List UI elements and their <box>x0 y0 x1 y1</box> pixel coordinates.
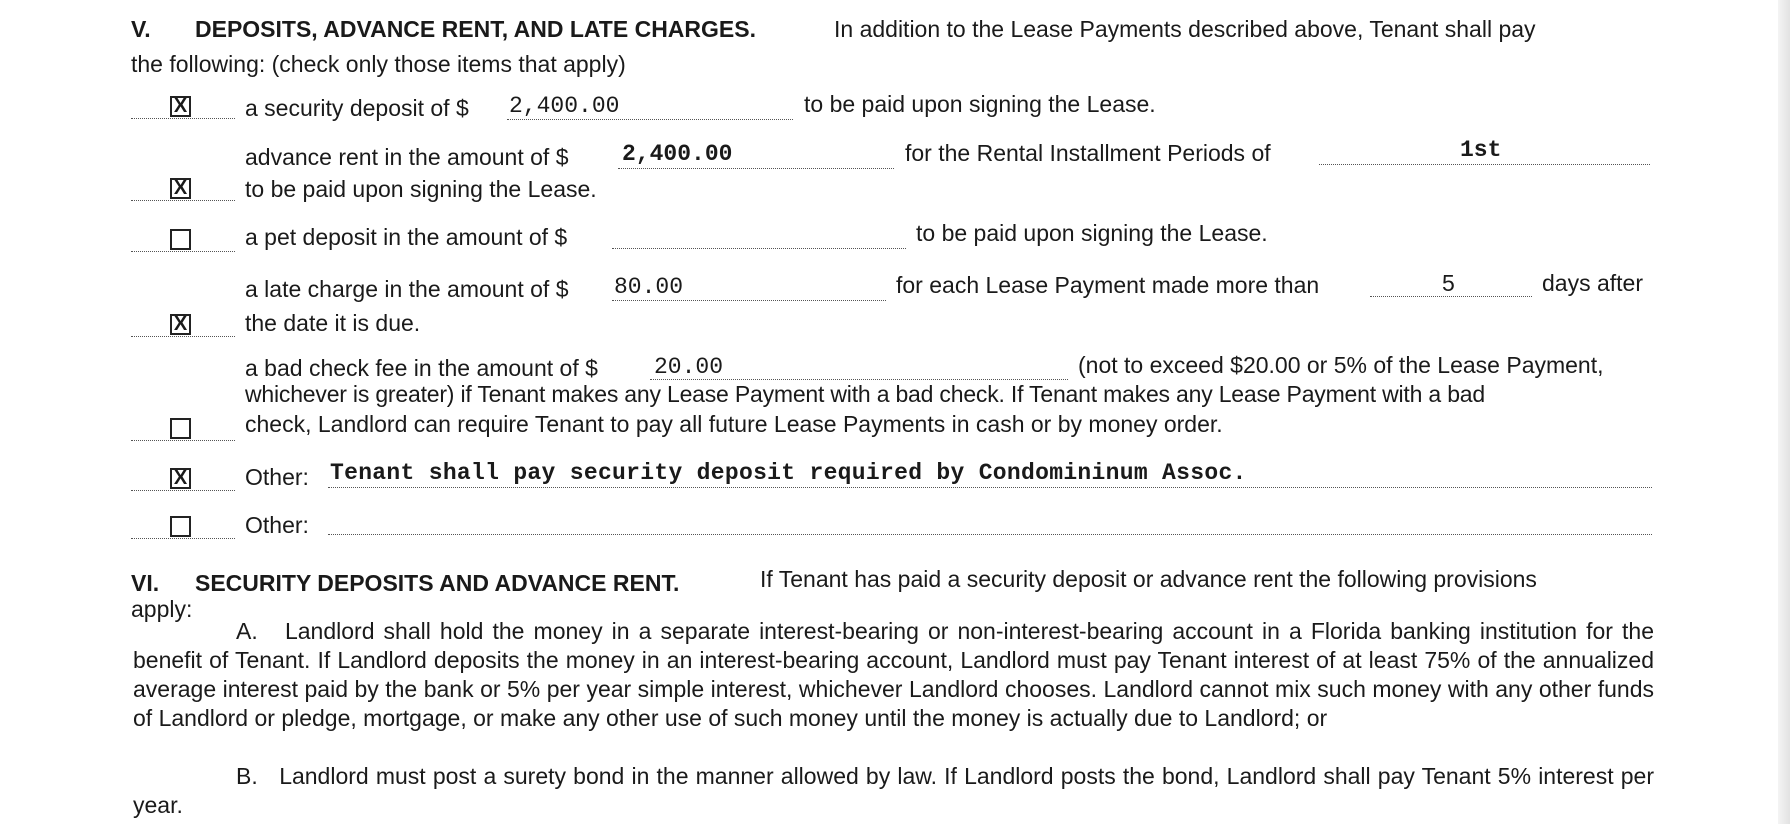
late-days-blank <box>1370 296 1532 297</box>
bad-check-after: (not to exceed $20.00 or 5% of the Lease Payment, <box>1078 352 1604 378</box>
pet-deposit-blank <box>612 248 906 249</box>
section-vi-number: VI. <box>131 570 160 596</box>
late-days-value[interactable]: 5 <box>1442 270 1455 296</box>
other-1-blank <box>328 487 1652 488</box>
paragraph-b-text: Landlord must post a surety bond in the manner allowed by law. If Landlord posts the bond, Landlord shall pay Tenant 5% interest per year. <box>133 763 1655 818</box>
section-vi-title: SECURITY DEPOSITS AND ADVANCE RENT. <box>195 570 680 596</box>
rental-periods-value[interactable]: 1st <box>1460 137 1502 163</box>
bad-check-line3: check, Landlord can require Tenant to pay all future Lease Payments in cash or by money order. <box>245 411 1223 437</box>
paragraph-a-text: Landlord shall hold the money in a separate interest-bearing or non-interest-bearing account in a Florida banking institution for the benefit of Tenant. If Landlord deposits the money in an interest-bearing account, Landlord must pay Tenant interest of at least 75% of the annualized average interest paid by the bank or 5% per year simple interest, whichever Landlord chooses. Landlord cannot mix such money with any other funds of Landlord or pledge, mortgage, or make any other use of such money until the money is actually due to Landlord; or <box>133 618 1655 731</box>
paragraph-b <box>133 762 1654 820</box>
checkbox-line <box>131 336 235 337</box>
security-deposit-label: a security deposit of $ <box>245 95 469 121</box>
security-deposit-amount[interactable]: 2,400.00 <box>509 93 620 119</box>
other-2-checkbox[interactable] <box>170 516 191 537</box>
rental-periods-blank <box>1319 164 1650 165</box>
late-charge-line2: the date it is due. <box>245 310 421 336</box>
bad-check-line2: whichever is greater) if Tenant makes any Lease Payment with a bad check. If Tenant makes any Lease Payment with a bad <box>245 381 1485 407</box>
bad-check-checkbox[interactable] <box>170 418 191 439</box>
security-deposit-blank <box>507 119 793 120</box>
late-charge-blank <box>612 300 886 301</box>
pet-deposit-checkbox[interactable] <box>170 229 191 250</box>
checkbox-line <box>131 440 235 441</box>
other-2-label: Other: <box>245 512 309 538</box>
other-1-checkbox[interactable]: X <box>170 468 191 489</box>
section-v-intro-1: In addition to the Lease Payments described above, Tenant shall pay <box>834 16 1536 42</box>
late-charge-amount[interactable]: 80.00 <box>614 274 684 300</box>
checkbox-line <box>131 490 235 491</box>
paragraph-a-label: A. <box>236 618 258 644</box>
security-deposit-after: to be paid upon signing the Lease. <box>804 91 1156 117</box>
checkbox-line <box>131 200 235 201</box>
advance-rent-line2: to be paid upon signing the Lease. <box>245 176 597 202</box>
pet-deposit-label: a pet deposit in the amount of $ <box>245 224 568 250</box>
advance-rent-label: advance rent in the amount of $ <box>245 144 569 170</box>
advance-rent-blank <box>618 168 894 169</box>
section-v-intro-2: the following: (check only those items that apply) <box>131 51 626 77</box>
other-1-label: Other: <box>245 464 309 490</box>
section-v-title: DEPOSITS, ADVANCE RENT, AND LATE CHARGES. <box>195 16 756 42</box>
checkbox-line <box>131 118 235 119</box>
paragraph-b-label: B. <box>236 763 258 789</box>
advance-rent-amount[interactable]: 2,400.00 <box>622 141 733 167</box>
checkbox-line <box>131 538 235 539</box>
advance-rent-checkbox[interactable]: X <box>170 178 191 199</box>
section-vi-intro-2: apply: <box>131 596 193 622</box>
other-1-value[interactable]: Tenant shall pay security deposit required by Condomininum Assoc. <box>330 460 1247 486</box>
advance-rent-middle: for the Rental Installment Periods of <box>905 140 1271 166</box>
late-charge-middle: for each Lease Payment made more than <box>896 272 1320 298</box>
other-2-blank <box>328 534 1652 535</box>
section-vi-intro-1: If Tenant has paid a security deposit or advance rent the following provisions <box>760 566 1537 592</box>
late-charge-checkbox[interactable]: X <box>170 314 191 335</box>
checkbox-line <box>131 251 235 252</box>
security-deposit-checkbox[interactable]: X <box>170 96 191 117</box>
bad-check-label: a bad check fee in the amount of $ <box>245 355 598 381</box>
pet-deposit-after: to be paid upon signing the Lease. <box>916 220 1268 246</box>
late-charge-label: a late charge in the amount of $ <box>245 276 569 302</box>
section-v-number: V. <box>131 16 151 42</box>
page-edge <box>1778 0 1790 824</box>
late-charge-after: days after <box>1542 270 1643 296</box>
paragraph-a <box>133 617 1654 733</box>
bad-check-amount[interactable]: 20.00 <box>654 354 724 380</box>
